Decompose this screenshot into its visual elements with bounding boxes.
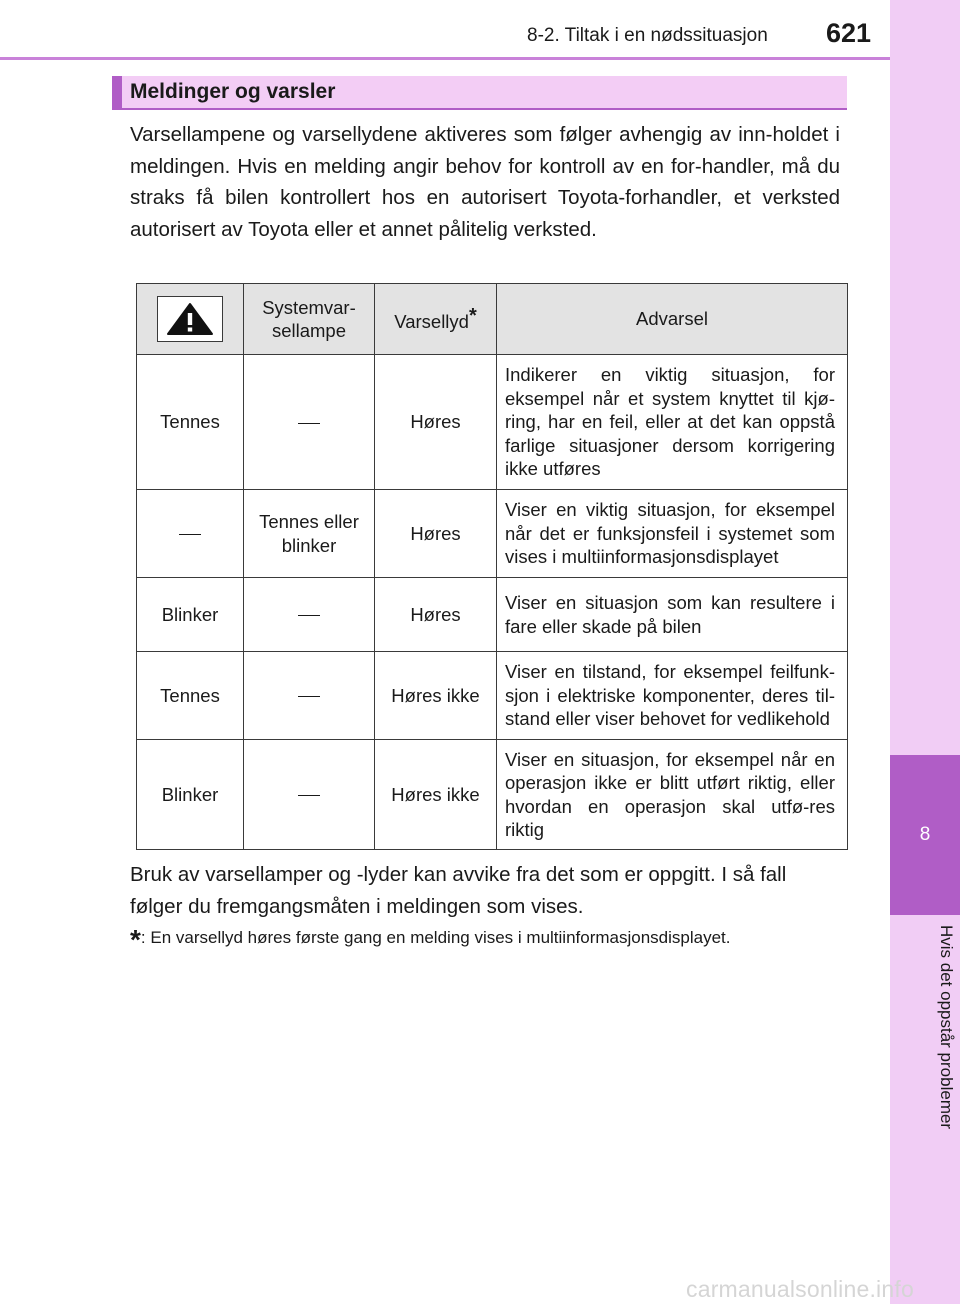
dash-mark xyxy=(298,423,320,424)
warning-triangle-icon xyxy=(157,296,223,342)
header-divider xyxy=(0,57,890,60)
footnote-text: : En varsellyd høres første gang en melding vises i multiinformasjonsdisplayet. xyxy=(140,928,731,947)
cell-warning: Viser en tilstand, for eksempel feilfunk-sjon i elektriske komponenter, deres til-stand eller viser behovet for vedlikehold xyxy=(497,652,848,740)
section-title: 8-2. Tiltak i en nødssituasjon xyxy=(527,25,768,46)
cell-lamp xyxy=(137,490,244,578)
cell-lamp: Tennes xyxy=(137,355,244,490)
warning-table xyxy=(136,283,848,850)
cell-lamp: Blinker xyxy=(137,740,244,850)
cell-lamp: Tennes xyxy=(137,652,244,740)
table-row xyxy=(137,355,848,490)
table-row xyxy=(137,740,848,850)
cell-sound: Høres xyxy=(375,490,497,578)
cell-sound: Høres xyxy=(375,578,497,652)
section-heading xyxy=(112,76,847,110)
footnote xyxy=(130,924,870,955)
table-header-row xyxy=(137,284,848,355)
cell-system-lamp xyxy=(244,578,375,652)
table-row xyxy=(137,578,848,652)
cell-system-lamp xyxy=(244,652,375,740)
cell-system-lamp xyxy=(244,740,375,850)
dash-mark xyxy=(298,615,320,616)
cell-warning: Viser en viktig situasjon, for eksempel når det er funksjonsfeil i systemet som vises i multiinformasjonsdisplayet xyxy=(497,490,848,578)
intro-paragraph: Varsellampene og varsellydene aktiveres som følger avhengig av inn-holdet i meldingen. Hvis en melding angir behov for kontroll av en for-handler, må du straks få bilen kontrollert hos en autorisert Toyota-forhandler, et verksted autorisert av Toyota eller et annet pålitelig verksted. xyxy=(130,123,840,241)
table-row xyxy=(137,652,848,740)
dash-mark xyxy=(298,696,320,697)
cell-warning: Viser en situasjon som kan resultere i fare eller skade på bilen xyxy=(497,578,848,652)
header-system-lamp: Systemvar-sellampe xyxy=(244,284,375,355)
watermark: carmanualsonline.info xyxy=(686,1276,914,1302)
section-heading-text: Meldinger og varsler xyxy=(130,80,336,103)
header-warning-lamp xyxy=(137,284,244,355)
cell-warning: Viser en situasjon, for eksempel når en operasjon ikke er blitt utført riktig, eller hvordan en operasjon skal utfø-res riktig xyxy=(497,740,848,850)
cell-sound: Høres ikke xyxy=(375,740,497,850)
cell-system-lamp xyxy=(244,355,375,490)
cell-sound: Høres xyxy=(375,355,497,490)
dash-mark xyxy=(298,795,320,796)
chapter-number: 8 xyxy=(919,824,931,845)
header-sound-marker: * xyxy=(468,304,477,327)
note-paragraph: Bruk av varsellamper og -lyder kan avvike fra det som er oppgitt. I så fall følger du fremgangsmåten i meldingen som vises. xyxy=(130,863,787,918)
header-sound-label: Varsellyd xyxy=(394,310,469,332)
chapter-tab[interactable] xyxy=(890,755,960,915)
cell-system-lamp: Tennes eller blinker xyxy=(244,490,375,578)
table-row xyxy=(137,490,848,578)
header-warning: Advarsel xyxy=(497,284,848,355)
page-number: 621 xyxy=(826,18,872,48)
chapter-title: Hvis det oppstår problemer xyxy=(937,925,956,1130)
dash-mark xyxy=(179,534,201,535)
footnote-marker: * xyxy=(130,924,141,955)
header-sound xyxy=(375,284,497,355)
cell-warning: Indikerer en viktig situasjon, for eksempel når et system knyttet til kjø-ring, har en feil, eller at det kan oppstå farlige situasjoner dersom korrigering ikke utføres xyxy=(497,355,848,490)
cell-sound: Høres ikke xyxy=(375,652,497,740)
cell-lamp: Blinker xyxy=(137,578,244,652)
